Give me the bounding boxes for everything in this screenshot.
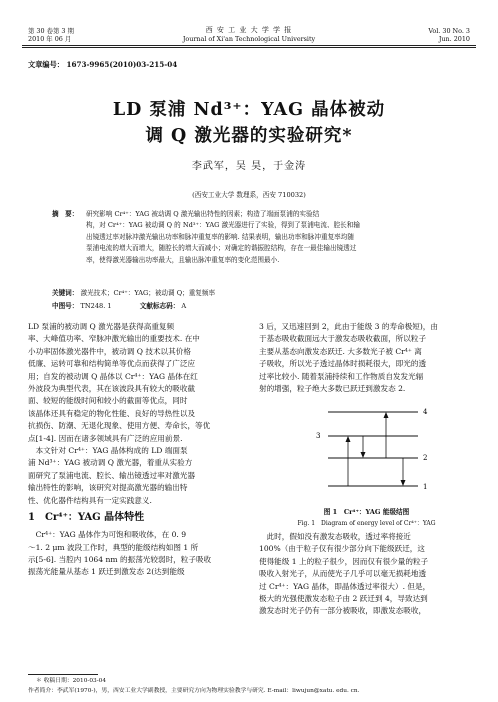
right-column-top (259, 321, 474, 395)
title-line-1: LD 泵浦 Nd³⁺：YAG 晶体被动 (112, 100, 386, 120)
article-number: 文章编号： 1673-9965(2010)03-215-04 (28, 60, 178, 69)
arrowhead-icon (401, 480, 406, 486)
header-rule (22, 45, 476, 46)
body-line: 点[1-4]. 因而在诸多领域具有广泛的应用前景. (28, 433, 183, 443)
body-line: 浦 Nd³⁺：YAG 被动调 Q 激光器，着重从实验方 (28, 458, 193, 468)
header-rule-2 (22, 47, 476, 48)
body-line: 面、较短的能级时间和较小的截面等优点，同时 (28, 396, 188, 406)
body-line: 示[5-6]. 当腔内 1064 nm 的振荡光较弱时，粒子吸收 (28, 554, 212, 564)
body-line: 子吸收，所以光子透过晶体时损耗很大，即光的透 (259, 359, 427, 369)
arrowhead-icon (384, 412, 389, 418)
body-line: 输出特性的影响，该研究对提高激光器的输出特 (28, 483, 188, 493)
body-line: 本文针对 Cr⁴⁺：YAG 晶体构成的 LD 端面泵 (28, 446, 188, 456)
abstract-line: 构，对 Cr⁴⁺：YAG 被动调 Q 的 Nd³⁺：YAG 激光器进行了实验，得到了泵浦电流、腔长和输 (86, 221, 360, 230)
abstract-line: 率，使得激光器输出功率最大，且输出脉冲重复率的变化范围最小. (86, 255, 280, 264)
classification-label: 中图号： (52, 302, 79, 310)
abstract-line: 出镜透过率对脉冲激光输出功率和脉冲重复率的影响. 结果表明，输出功率和脉冲重复率均随 (86, 232, 354, 241)
footnote-rule (28, 674, 98, 675)
body-line: 外波段为典型代表，其在该波段具有较大的吸收截 (28, 384, 196, 394)
classification-value: TN248. 1 (80, 302, 112, 310)
volume-issue: 第 30 卷第 3 期 (28, 27, 74, 35)
keywords-text: 激光技术；Cr⁴⁺：YAG；被动调 Q；重复频率 (80, 289, 216, 297)
keywords (52, 288, 215, 299)
body-line: 于基态吸收截面远大于激发态吸收截面，所以粒子 (259, 334, 427, 344)
keywords-label: 关键词： (52, 289, 79, 297)
document-code: A (181, 302, 187, 310)
affiliation: (西安工业大学 数理系，西安 710032) (192, 191, 306, 199)
body-line: LD 泵浦的被动调 Q 激光器是获得高重复频 (28, 322, 175, 331)
body-line: 小功率固体激光器件中，被动调 Q 技术以其价格 (28, 346, 191, 356)
body-line: 过率比较小. 随着泵浦持续和工作物质自发发光辐 (259, 371, 424, 381)
body-line: Cr⁴⁺：YAG 晶体作为可饱和吸收体，在 0. 9 (28, 530, 187, 540)
journal-name-cn: 西 安 工 业 大 学 学 报 (205, 26, 293, 34)
body-line: 性、优化器件结构具有一定实践意义. (28, 495, 152, 505)
issue-date: 2010 年 06 月 (28, 35, 72, 43)
abstract-line: 研究影响 Cr⁴⁺：YAG 被动调 Q 激光输出特性的因素；构造了端面泵浦的实验结 (86, 210, 320, 218)
author-intro: 作者简介：李武军(1970-)，男，西安工业大学副教授，主要研究方向为物理实验教学与研究. E-mail：liwujun@xatu. edu. cn. (28, 688, 360, 694)
abstract (52, 209, 452, 266)
abstract-label: 摘 要： (52, 210, 79, 218)
body-line: 率、大峰值功率、窄脉冲激光输出的重要技术. 在中 (28, 334, 200, 344)
level-label: 4 (423, 408, 428, 416)
abstract-line: 泵浦电流的增大而增大，随腔长的增大而减小；对确定的谐振腔结构，存在一最佳输出镜透过 (86, 244, 357, 253)
figure-caption-en: Fig. 1 Diagram of energy level of Cr⁴⁺：YAG (297, 520, 436, 527)
body-line: 主要从基态向激发态跃迁. 大多数光子被 Cr⁴⁺ 离 (259, 346, 422, 356)
body-line: 使得能级 1 上的粒子很少，因而仅有很少量的粒子 (259, 556, 429, 566)
issue-month: Jun. 2010 (438, 35, 470, 43)
journal-name-en: Journal of Xi'an Technological University (182, 35, 316, 43)
level-label: 3 (316, 432, 321, 440)
arrowhead-icon (361, 452, 366, 458)
left-column (28, 321, 241, 579)
body-line: 振荡光能量从基态 1 跃迁到激发态 2(达到能级 (28, 567, 185, 577)
classification (52, 301, 186, 312)
body-line: 3 后，又迅速回到 2，此由于能级 3 的寿命极短)，由 (259, 322, 438, 331)
body-line: 极大的光强使激发态粒子由 2 跃迁到 4，导致达到 (259, 594, 428, 604)
level-label: 2 (423, 454, 428, 462)
body-line: 面研究了泵浦电流、腔长、输出镜透过率对激光器 (28, 470, 196, 480)
received-date: ＊ 收稿日期：2010-03-04 (36, 678, 107, 684)
body-line: 激发态时光子仍有一部分被吸收，即激发态吸收， (259, 606, 427, 616)
body-line: 过 Cr⁴⁺：YAG 晶体，即晶体透过率很大）. 但是， (259, 581, 431, 591)
level-label: 1 (423, 483, 428, 491)
volume-number: Vol. 30 No. 3 (428, 27, 470, 35)
body-line: 用；自发的被动调 Q 晶体以 Cr⁴⁺：YAG 晶体在红 (28, 371, 198, 381)
arrowhead-icon (346, 436, 351, 442)
figure-caption-cn: 图 1 Cr⁴⁺：YAG 能级结图 (323, 508, 410, 516)
body-line: 此时，假如没有激发态吸收，透过率将接近 (259, 532, 411, 541)
energy-level-diagram (268, 400, 468, 496)
body-line: 吸收入射光子，从而使光子几乎可以毫无损耗地透 (259, 569, 427, 579)
authors: 李武军，吴 昊，于金涛 (191, 161, 307, 172)
body-line: ～1. 2 μm 波段工作时，典型的能级结构如图 1 所 (28, 542, 199, 552)
body-line: 该晶体还具有稳定的物化性能、良好的导热性以及 (28, 408, 196, 418)
title-line-2: 调 Q 激光器的实验研究* (145, 126, 353, 146)
section-heading: 1 Cr⁴⁺：YAG 晶体特性 (28, 512, 145, 524)
body-line: 低廉、运转可靠和结构简单等优点而获得了广泛应 (28, 359, 196, 369)
body-line: 射的增强，粒子绝大多数已跃迁到激发态 2. (259, 384, 406, 394)
body-line: 100%（由于粒子仅有很少部分向下能级跃迁，这 (259, 544, 425, 554)
right-column-bottom (259, 531, 474, 618)
document-code-label: 文献标志码： (139, 302, 180, 310)
body-line: 抗损伤、防潮、无退化现象、使用方便、寿命长，等优 (28, 421, 211, 431)
